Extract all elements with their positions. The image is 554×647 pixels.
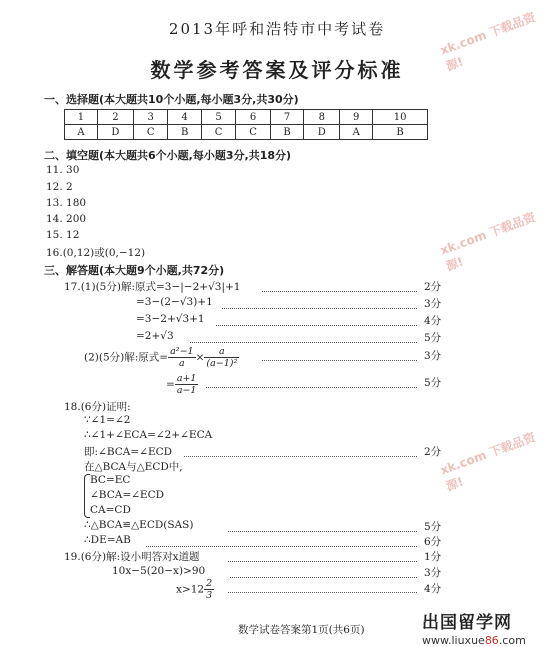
score: 3分 xyxy=(424,350,442,362)
dotted-leader xyxy=(262,291,417,292)
q18-line-10: ∴DE=AB xyxy=(84,534,131,546)
times-sign: × xyxy=(195,351,205,364)
dotted-leader xyxy=(146,546,417,547)
dotted-leader xyxy=(190,342,417,343)
table-cell: D xyxy=(97,125,133,140)
logo-url-part: 86 xyxy=(484,634,499,647)
dotted-leader xyxy=(184,456,417,457)
q19-line-2: 10x−5(20−x)>90 xyxy=(112,565,206,577)
list-item: 13. 180 xyxy=(46,197,87,209)
table-cell: 1 xyxy=(65,110,98,125)
table-cell: C xyxy=(236,125,271,140)
watermark: xk.com 下载品资源! xyxy=(438,10,538,74)
fraction-numerator: a xyxy=(204,346,239,358)
score: 2分 xyxy=(424,446,442,458)
score: 4分 xyxy=(424,315,442,327)
fraction xyxy=(168,346,195,369)
score: 5分 xyxy=(424,521,442,533)
table-cell: 5 xyxy=(201,110,236,125)
dotted-leader xyxy=(228,561,417,562)
table-cell: A xyxy=(65,125,98,140)
page-footer: 数学试卷答案第1页(共6页) xyxy=(238,624,365,636)
dotted-leader xyxy=(222,308,417,309)
table-cell: 7 xyxy=(270,110,303,125)
table-cell: C xyxy=(201,125,236,140)
q19-line-3 xyxy=(176,578,214,601)
score: 3分 xyxy=(424,298,442,310)
table-cell: D xyxy=(304,125,340,140)
document-title: 数学参考答案及评分标准 xyxy=(150,58,404,82)
q17-part2-prefix: (2)(5分)解:原式= xyxy=(84,351,169,364)
fraction-denominator: (a−1)² xyxy=(206,358,238,369)
q19-line-1: 19.(6分)解:设小明答对x道题 xyxy=(64,551,200,563)
section-heading-fill: 二、填空题(本大题共6个小题,每小题3分,共18分) xyxy=(44,149,292,162)
fraction xyxy=(204,346,239,369)
q17-part2-result xyxy=(166,373,198,396)
fraction-denominator: 3 xyxy=(206,590,213,601)
table-row-numbers xyxy=(65,110,428,125)
table-cell: B xyxy=(373,125,428,140)
score: 5分 xyxy=(424,377,442,389)
dotted-leader xyxy=(216,325,417,326)
q19-inequality: x>12 xyxy=(176,583,205,596)
dotted-leader xyxy=(228,531,417,532)
logo-url-part: .com xyxy=(498,634,526,647)
table-cell: B xyxy=(168,125,201,140)
score: 5分 xyxy=(424,332,442,344)
table-cell: 10 xyxy=(373,110,428,125)
equals-sign: = xyxy=(166,378,175,391)
q18-line-2: ∵∠1=∠2 xyxy=(84,414,131,426)
q18-line-9: ∴△BCA≌△ECD(SAS) xyxy=(84,519,194,531)
watermark: xk.com 下载品资源! xyxy=(438,430,538,494)
q18-line-6: BC=EC xyxy=(90,474,131,486)
score: 3分 xyxy=(424,567,442,579)
q18-line-1: 18.(6分)证明: xyxy=(64,401,131,413)
watermark: xk.com 下载品资源! xyxy=(438,210,538,274)
table-row-answers xyxy=(65,125,428,140)
table-cell: 2 xyxy=(97,110,133,125)
fraction-denominator: a xyxy=(179,358,185,369)
dotted-leader xyxy=(262,360,417,361)
logo-name: 出国留学网 xyxy=(422,613,512,633)
q17-part2 xyxy=(84,346,239,369)
table-cell: 3 xyxy=(133,110,168,125)
score: 1分 xyxy=(424,551,442,563)
fraction-numerator: 2 xyxy=(206,578,213,589)
q17-line-2: =3−(2−√3)+1 xyxy=(136,296,213,308)
logo-url xyxy=(422,634,526,647)
q18-line-7: ∠BCA=∠ECD xyxy=(90,489,165,501)
logo-url-part: www.liuxue xyxy=(422,634,485,647)
list-item: 15. 12 xyxy=(46,229,80,241)
list-item: 11. 30 xyxy=(46,164,80,176)
q17-line-3: =3−2+√3+1 xyxy=(136,313,205,325)
list-item: 16.(0,12)或(0,−12) xyxy=(46,247,146,259)
list-item: 12. 2 xyxy=(46,181,73,193)
q18-line-8: CA=CD xyxy=(90,504,131,516)
fraction xyxy=(204,578,214,601)
section-heading-choice: 一、选择题(本大题共10个小题,每小题3分,共30分) xyxy=(44,93,299,106)
q18-line-3: ∴∠1+∠ECA=∠2+∠ECA xyxy=(84,429,213,441)
q18-line-5: 在△BCA与△ECD中, xyxy=(84,461,183,473)
fraction-denominator: a−1 xyxy=(176,385,197,396)
score: 4分 xyxy=(424,583,442,595)
fraction-numerator: a+1 xyxy=(176,373,197,384)
fraction-numerator: a²−1 xyxy=(170,346,194,357)
fraction xyxy=(175,373,199,396)
answer-table xyxy=(64,109,428,140)
dotted-leader xyxy=(206,387,417,388)
score: 2分 xyxy=(424,281,442,293)
dotted-leader xyxy=(228,592,417,593)
q17-line-1: 17.(1)(5分)解:原式=3−|−2+√3|+1 xyxy=(64,281,241,293)
table-cell: 9 xyxy=(340,110,373,125)
table-cell: C xyxy=(133,125,168,140)
table-cell: B xyxy=(270,125,303,140)
dotted-leader xyxy=(230,577,417,578)
table-cell: 6 xyxy=(236,110,271,125)
list-item: 14. 200 xyxy=(46,213,87,225)
q18-line-4: 即:∠BCA=∠ECD xyxy=(84,446,173,458)
site-logo xyxy=(422,608,526,647)
table-cell: A xyxy=(340,125,373,140)
score: 6分 xyxy=(424,536,442,548)
q17-line-4: =2+√3 xyxy=(136,330,174,342)
table-cell: 4 xyxy=(168,110,201,125)
section-heading-solve: 三、解答题(本大题9个小题,共72分) xyxy=(44,264,225,277)
exam-title: 2013年呼和浩特市中考试卷 xyxy=(168,20,386,38)
table-cell: 8 xyxy=(304,110,340,125)
